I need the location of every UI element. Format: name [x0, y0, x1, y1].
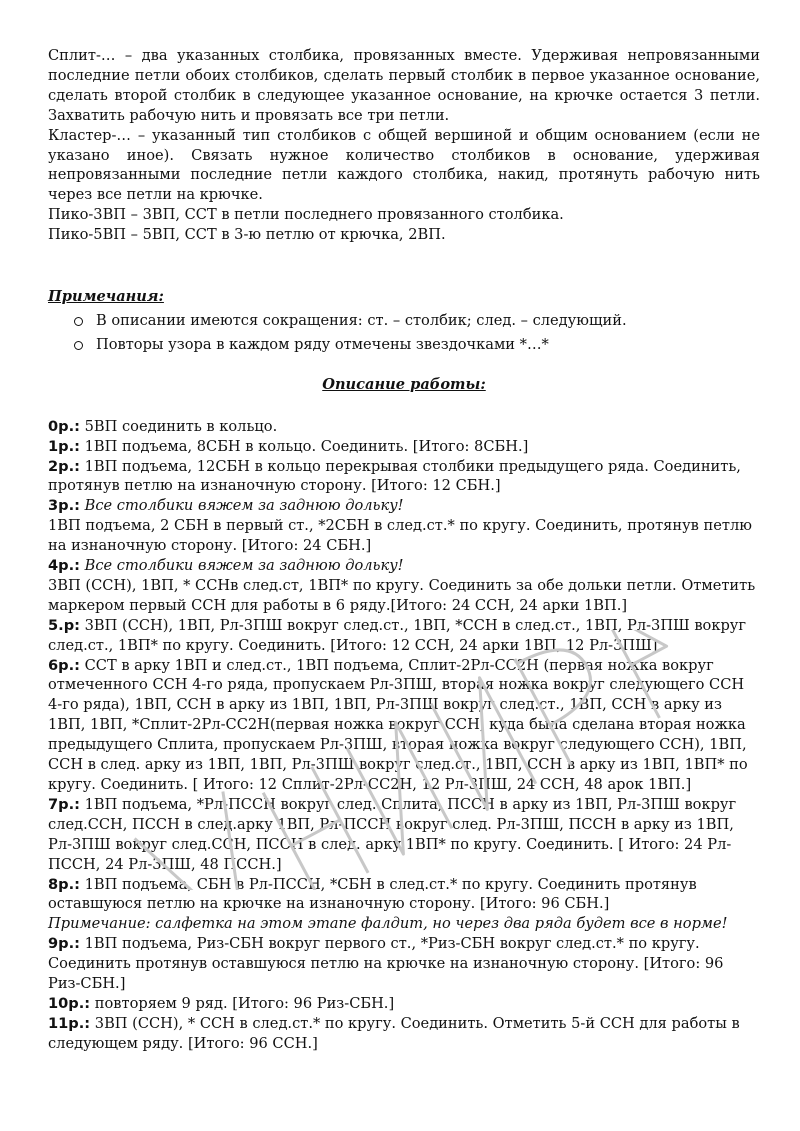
- row-3-header: [48, 496, 760, 516]
- row-7: [48, 795, 760, 875]
- row-label: 7р.:: [48, 795, 80, 813]
- row-11: [48, 1014, 760, 1054]
- row-label: 4р.:: [48, 557, 80, 575]
- row-3-text: 1ВП подъема, 2 СБН в первый ст., *2СБН в след.ст.* по кругу. Соединить, протянув петлю на изнаночную сторону. [Итого: 24 СБН.]: [48, 517, 752, 555]
- row-text: повторяем 9 ряд. [Итого: 96 Риз-СБН.]: [90, 994, 395, 1012]
- row-label: 5.р:: [48, 616, 80, 634]
- row-label: 8р.:: [48, 875, 80, 893]
- notes-title: Примечания:: [48, 288, 164, 306]
- row-label: 3р.:: [48, 497, 80, 515]
- row-text: 1ВП подъема, *Рл-ПССН вокруг след. Сплита, ПССН в арку из 1ВП, Рл-3ПШ вокруг след.ССН, ПССН в след.арку 1ВП, Рл-ПССН вокруг след. Рл-3ПШ, ПССН в арку из 1ВП, Рл-3ПШ вокруг след.ССН, ПССН в след. арку 1ВП* по кругу. Соединить. [ Итого: 24 Рл-ПССН, 24 Рл-3ПШ, 48 ПССН.]: [48, 795, 737, 873]
- row-note: Все столбики вяжем за заднюю дольку!: [79, 557, 404, 575]
- row-1: [48, 437, 760, 457]
- row-label: 0р.:: [48, 417, 80, 435]
- row-note: Все столбики вяжем за заднюю дольку!: [79, 497, 404, 515]
- row-2: [48, 457, 760, 497]
- row-4-header: [48, 556, 760, 576]
- section-title: Описание работы:: [322, 375, 486, 393]
- row-text: 5ВП соединить в кольцо.: [79, 417, 278, 435]
- row-text: ССТ в арку 1ВП и след.ст., 1ВП подъема, Сплит-2Рл-СС2Н (первая ножка вокруг отмеченного ССН 4-го ряда, пропускаем Рл-3ПШ, вторая ножка вокруг следующего ССН 4-го ряда), 1ВП, ССН в арку из 1ВП, 1ВП, Рл-3ПШ вокруг след.ст., 1ВП, ССН в арку из 1ВП, 1ВП, *Сплит-2Рл-СС2Н(первая ножка вокруг ССН, куда была сделана вторая ножка предыдущего Сплита, пропускаем Рл-3ПШ, вторая ножка вокруг следующего ССН), 1ВП, ССН в след. арку из 1ВП, 1ВП, Рл-3ПШ вокруг след.ст., 1ВП, ССН в арку из 1ВП, 1ВП* по кругу. Соединить. [ Итого: 12 Сплит-2Рл-СС2Н, 12 Рл-3ПШ, 24 ССН, 48 арок 1ВП.]: [48, 656, 748, 793]
- row-text: 1ВП подъема, 12СБН в кольцо перекрывая столбики предыдущего ряда. Соединить, протянув петлю на изнаночную сторону. [Итого: 12 СБН.]: [48, 457, 741, 495]
- document-page: [48, 46, 760, 1054]
- row-10: [48, 994, 760, 1014]
- row-label: 10р.:: [48, 994, 91, 1012]
- row-label: 6р.:: [48, 656, 80, 674]
- row-5: [48, 616, 760, 656]
- def-cluster: Кластер-… – указанный̆ тип столбиков с общей̆ вершиной̆ и общим основанием (если не указано иное). Связать нужное количество столбиков в основание, удерживая непровязанными последние петли каждого столбика, накид, протянуть рабочую нить через все петли на крючке.: [48, 126, 760, 204]
- row-text: 3ВП (ССН), * ССН в след.ст.* по кругу. Соединить. Отметить 5-й ССН для работы в следующем ряду. [Итого: 96 ССН.]: [48, 1014, 740, 1052]
- row-label: 1р.:: [48, 437, 80, 455]
- row-text: 1ВП подъема, Риз-СБН вокруг первого ст., *Риз-СБН вокруг след.ст.* по кругу. Соединить протянув оставшуюся петлю на крючке на изнаночную сторону. [Итого: 96 Риз-СБН.]: [48, 935, 724, 993]
- row-4-text: 3ВП (ССН), 1ВП, * ССНв след.ст, 1ВП* по кругу. Соединить за обе дольки петли. Отметить маркером первый ССН для работы в 6 ряду.[Итого: 24 ССН, 24 арки 1ВП.]: [48, 576, 756, 614]
- row-text: 1ВП подъема, 8СБН в кольцо. Соединить. [Итого: 8СБН.]: [79, 437, 529, 455]
- row-label: 11р.:: [48, 1014, 91, 1032]
- row-9: [48, 934, 760, 994]
- row-text: 3ВП (ССН), 1ВП, Рл-3ПШ вокруг след.ст., 1ВП, *ССН в след.ст., 1ВП, Рл-3ПШ вокруг след.ст., 1ВП* по кругу. Соединить. [Итого: 12 ССН, 24 арки 1ВП, 12 Рл-3ПШ]: [48, 616, 747, 654]
- notes-list: [48, 311, 760, 355]
- row-text: 1ВП подъема, СБН в Рл-ПССН, *СБН в след.ст.* по кругу. Соединить протянув оставшуюся петлю на крючке на изнаночную сторону. [Итого: 96 СБН.]: [48, 875, 697, 913]
- def-pico5: Пико-5ВП – 5ВП, ССТ в 3-ю петлю от крючка, 2ВП.: [48, 226, 446, 244]
- note-item: В описании имеются сокращения: ст. – столбик; след. – следующий.: [74, 311, 760, 331]
- row-6: [48, 656, 760, 795]
- def-split: Сплит-… – два указанных столбика, провязанных вместе. Удерживая непровязанными последние петли обоих столбиков, сделать первый̆ столбик в первое указанное основание, сделать второй̆ столбик в следующее указанное основание, на крючке остается 3 петли. Захватить рабочую нить и провязать все три петли.: [48, 47, 760, 124]
- def-pico3: Пико-3ВП – 3ВП, ССТ в петли последнего провязанного столбика.: [48, 206, 564, 224]
- row-0: [48, 417, 760, 437]
- row-8-note: Примечание: салфетка на этом этапе фалдит, но через два ряда будет все в норме!: [48, 915, 728, 933]
- row-label: 2р.:: [48, 457, 80, 475]
- row-label: 9р.:: [48, 935, 80, 953]
- row-8: [48, 875, 760, 915]
- note-item: Повторы узора в каждом ряду отмечены звездочками *…*: [74, 335, 760, 355]
